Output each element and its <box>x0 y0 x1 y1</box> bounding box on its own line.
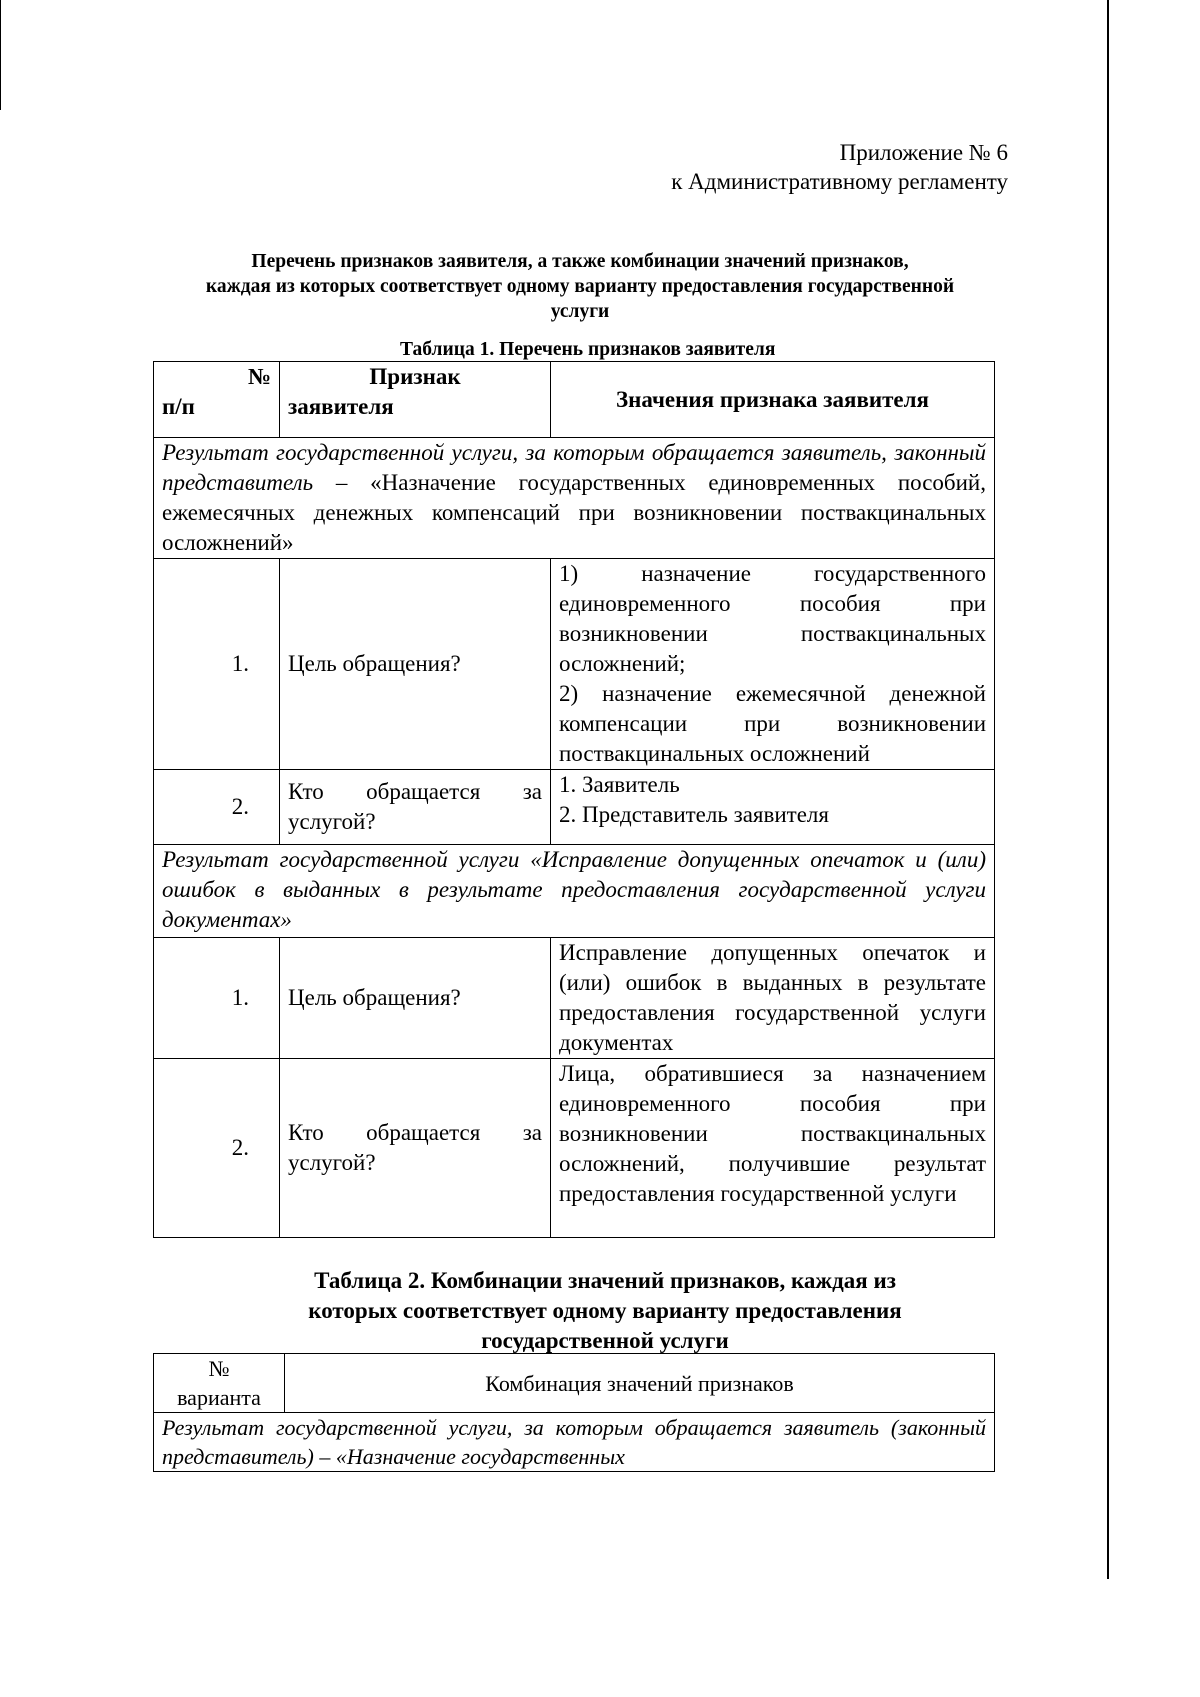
section-result-italic: Результат государственной услуги «Исправление допущенных опечаток и (или) ошибок в выданных в результате предоставления государственной услуги документах» <box>162 847 986 932</box>
table2-section-row <box>154 1413 995 1472</box>
header-combination: Комбинация значений признаков <box>285 1354 995 1413</box>
row-feature: Цель обращения? <box>280 938 551 1059</box>
scan-edge-mark-right <box>1107 0 1109 1579</box>
table-row <box>154 770 995 845</box>
header-variant-number <box>154 1354 285 1413</box>
row-value-item: 1) назначение государственного единовременного пособия при возникновении поствакцинальных осложнений; <box>559 561 986 676</box>
row-feature-values <box>551 938 995 1059</box>
feature-combinations-table <box>153 1353 995 1472</box>
table2-title-line-1: Таблица 2. Комбинации значений признаков, каждая из <box>314 1268 896 1293</box>
table1-section-row <box>154 438 995 559</box>
row-value-item: 2) назначение ежемесячной денежной компенсации при возникновении поствакцинальных осложнений <box>559 681 986 766</box>
header-feature <box>280 362 551 438</box>
header-number <box>154 362 280 438</box>
row-feature: Кто обращается за услугой? <box>280 770 551 845</box>
table2-title <box>180 1266 1030 1356</box>
row-value-item: Исправление допущенных опечаток и (или) ошибок в выданных в результате предоставления государственной услуги документах <box>559 940 986 1055</box>
table-row <box>154 1059 995 1238</box>
scan-edge-mark-left <box>0 0 1 110</box>
appendix-reference: к Административному регламенту <box>671 169 1008 194</box>
section-result-text <box>154 845 995 938</box>
table1-section-row <box>154 845 995 938</box>
document-title-line-1: Перечень признаков заявителя, а также комбинации значений признаков, <box>251 251 909 272</box>
table2-title-line-2: которых соответствует одному варианту предоставления <box>308 1298 902 1323</box>
row-value-item: 1. Заявитель <box>559 772 680 797</box>
table2-header-row <box>154 1354 995 1413</box>
table1-caption: Таблица 1. Перечень признаков заявителя <box>400 339 776 360</box>
row-value-item: Лица, обратившиеся за назначением единовременного пособия при возникновении поствакцинальных осложнений, получившие результат предоставления государственной услуги <box>559 1061 986 1206</box>
header-number-abbr: п/п <box>162 394 195 419</box>
table-row <box>154 559 995 770</box>
row-number: 1. <box>154 559 280 770</box>
row-number: 1. <box>154 938 280 1059</box>
document-title <box>150 249 1010 324</box>
document-title-line-2: каждая из которых соответствует одному варианту предоставления государственной <box>205 276 955 297</box>
section-result-text <box>154 438 995 559</box>
table1-header-row <box>154 362 995 438</box>
header-number-symbol: № <box>247 364 271 389</box>
section-result-plain: «Назначение государственных единовременных пособий, ежемесячных денежных компенсаций при возникновении поствакцинальных осложнений» <box>162 470 986 555</box>
document-title-line-3: услуги <box>550 301 610 322</box>
section-result-italic: Результат государственной услуги, за которым обращается заявитель, законный представитель – <box>162 440 986 495</box>
header-feature-line-2: заявителя <box>288 394 394 419</box>
appendix-header <box>671 138 1008 196</box>
appendix-number: Приложение № 6 <box>839 140 1008 165</box>
table2-title-line-3: государственной услуги <box>481 1328 729 1353</box>
header-variant-label: варианта <box>177 1385 261 1410</box>
row-feature-values <box>551 770 995 845</box>
row-feature: Цель обращения? <box>280 559 551 770</box>
header-feature-line-1: Признак <box>369 364 461 389</box>
header-feature-values: Значения признака заявителя <box>551 362 995 438</box>
row-number: 2. <box>154 770 280 845</box>
row-value-item: 2. Представитель заявителя <box>559 802 829 827</box>
row-number: 2. <box>154 1059 280 1238</box>
row-feature: Кто обращается за услугой? <box>280 1059 551 1238</box>
applicant-features-table <box>153 361 995 1238</box>
row-feature-values <box>551 1059 995 1238</box>
section-result-text: Результат государственной услуги, за которым обращается заявитель (законный представитель) – «Назначение государственных <box>154 1413 995 1472</box>
table-row <box>154 938 995 1059</box>
header-variant-symbol: № <box>208 1356 230 1381</box>
row-feature-values <box>551 559 995 770</box>
